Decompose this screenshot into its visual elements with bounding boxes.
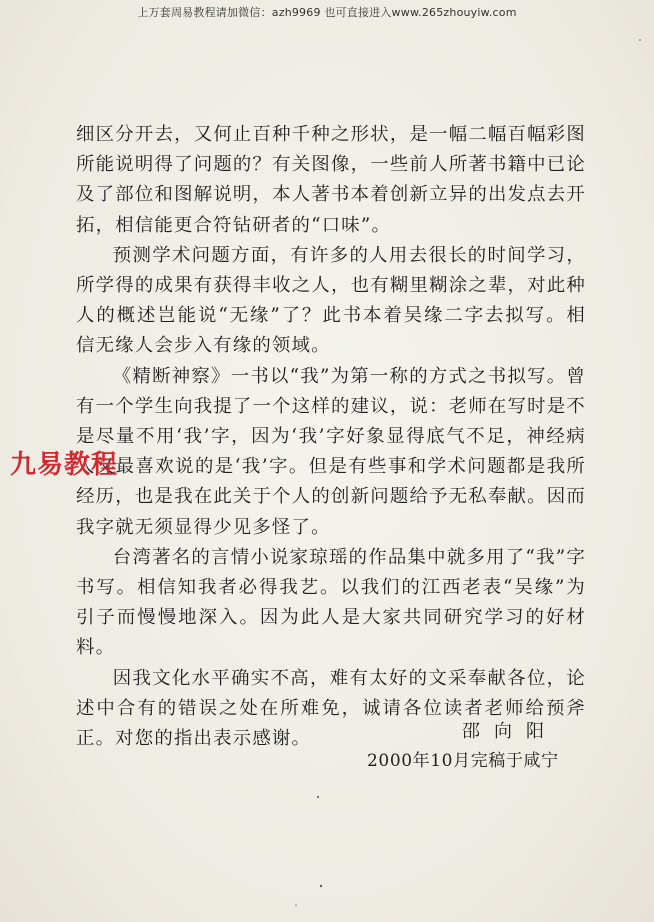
- paragraph-3: 《精断神察》一书以“我”为第一称的方式之书拟写。曾有一个学生向我提了一个这样的建议，说：老师在写时是不是尽量不用‘我’字，因为‘我’字好象显得底气不足，神经病人又最喜欢说的是‘我’字。但是有些事和学术问题都是我所经历，也是我在此关于个人的创新问题给予无私奉献。因而我字就无须显得少见多怪了。: [76, 365, 586, 538]
- paper-speck: [639, 39, 641, 41]
- watermark-stamp: 九易教程: [10, 450, 119, 480]
- paragraph-5: 因我文化水平确实不高，难有太好的文采奉献各位，论述中合有的错误之处在所难免，诚请各位读者老师给预斧正。对您的指出表示感谢。: [76, 667, 586, 750]
- completion-date: 2000年10月完稿于咸宁: [367, 751, 559, 771]
- paragraph-1: 细区分开去，又何止百种千种之形状，是一幅二幅百幅彩图所能说明得了问题的？有关图像，一些前人所著书籍中已论及了部位和图解说明，本人著书本着创新立异的出发点去开拓，相信能更合符钻研者的“口味”。: [76, 124, 586, 236]
- paragraph-2: 预测学术问题方面，有许多的人用去很长的时间学习，所学得的成果有获得丰收之人，也有糊里糊涂之辈，对此种人的概述岂能说“无缘”了？此书本着吴缘二字去拟写。相信无缘人会步入有缘的领域。: [76, 244, 586, 357]
- author-signature: 邵向阳: [462, 721, 558, 742]
- paragraph-4: 台湾著名的言情小说家琼瑶的作品集中就多用了“我”字书写。相信知我者必得我艺。以我们的江西老表“吴缘”为引子而慢慢地深入。因为此人是大家共同研究学习的好材料。: [76, 546, 586, 659]
- header-watermark: 上万套周易教程请加微信：azh9969 也可直接进入www.265zhouyiw.com: [137, 6, 517, 19]
- paper-speck: [320, 885, 322, 887]
- paper-speck: [317, 796, 319, 798]
- body-text: [76, 120, 586, 754]
- paper-speck: [295, 904, 297, 906]
